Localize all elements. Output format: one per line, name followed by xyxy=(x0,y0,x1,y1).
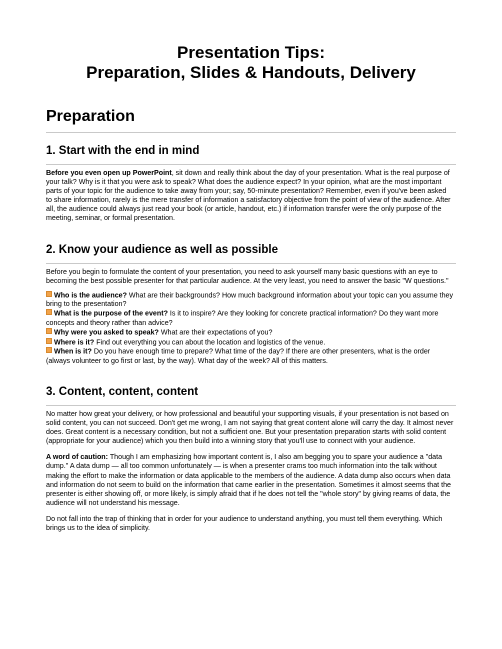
section-title: Preparation xyxy=(46,108,135,125)
document-title xyxy=(46,0,456,83)
paragraph-start-with-end xyxy=(46,169,456,224)
bullet-answer: What are their expectations of you? xyxy=(158,328,273,337)
orange-square-bullet-icon xyxy=(46,309,52,315)
paragraph-content-3: Do not fall into the trap of thinking that in order for your audience to understand anything, you must tell them everything. Which brings us to the idea of simplicity. xyxy=(46,514,443,533)
heading-know-audience: 2. Know your audience as well as possible xyxy=(46,243,278,256)
title-line-1: Presentation Tips: xyxy=(177,43,325,62)
lead-text: Before you even open up PowerPoint xyxy=(46,169,172,177)
list-item xyxy=(46,291,456,310)
lead-text: A word of caution: xyxy=(46,453,108,462)
bullet-answer: Find out everything you can about the location and logistics of the venue. xyxy=(94,338,326,347)
heading-divider xyxy=(46,405,456,406)
heading-start-with-end: 1. Start with the end in mind xyxy=(46,145,200,157)
bullet-question: When is it? xyxy=(54,347,92,356)
heading-content: 3. Content, content, content xyxy=(46,386,199,398)
paragraph-know-audience-intro: Before you begin to formulate the content of your presentation, you need to ask yourself many basic questions with an eye to becoming the best possible presenter for that particular audience. At the very least, you need to answer the basic "W questions." xyxy=(46,267,449,285)
heading-divider xyxy=(46,164,456,165)
list-item xyxy=(46,328,456,338)
bullet-question: Where is it? xyxy=(54,338,95,347)
list-item xyxy=(46,309,456,328)
body-text: Though I am emphasizing how important content is, I also am begging you to spare your audience a "data dump." A data dump — all too common unfortunately — is when a presenter crams too much information into the talk without making the effort to make the information or data applicable to the members of the audience. A data dump also occurs when data and information do not seem to build on the information that came earlier in the presentation. Sometimes it almost seems that the presenter is either showing off, or more likely, is simply afraid that if he does not tell the "whole story" by giving reams of data, the audience will not understand his message. xyxy=(46,453,451,507)
paragraph-word-of-caution xyxy=(46,453,456,508)
bullet-answer: Do you have enough time to prepare? What time of the day? If there are other presenters, what is the order (always volunteer to go first or last, by the way). What day of the week? All of this matters. xyxy=(46,347,431,365)
heading-divider xyxy=(46,263,456,264)
orange-square-bullet-icon xyxy=(46,347,52,353)
w-questions-list xyxy=(46,291,456,366)
bullet-question: Who is the audience? xyxy=(54,291,127,300)
orange-square-bullet-icon xyxy=(46,328,52,334)
bullet-question: Why were you asked to speak? xyxy=(54,328,159,337)
bullet-answer: Is it to inspire? Are they looking for concrete practical information? Do they want more concepts and theory rather than advice? xyxy=(46,309,439,328)
orange-square-bullet-icon xyxy=(46,291,52,297)
body-text: , sit down and really think about the day of your presentation. What is the real purpose of your talk? Why is it that you were ask to speak? What does the audience expect? In your opinion, what are the most important parts of your topic for the audience to take away from your; say, 50-minute presentation? Remember, even if you've been asked to share information, rarely is the mere transfer of information a satisfactory objective from the point of view of the audience. After all, the audience could always just read your book (or article, handout, etc.) if information transfer were the only purpose of the meeting, seminar, or formal presentation. xyxy=(46,169,451,223)
bullet-question: What is the purpose of the event? xyxy=(54,309,168,318)
list-item xyxy=(46,338,456,348)
title-line-2: Preparation, Slides & Handouts, Delivery xyxy=(86,63,416,82)
bullet-answer: What are their backgrounds? How much background information about your topic can you assume they bring to the presentation? xyxy=(46,291,454,309)
list-item xyxy=(46,347,456,366)
paragraph-content-1: No matter how great your delivery, or how professional and beautiful your supporting visuals, if your presentation is not based on solid content, you can not succeed. Don't get me wrong, I am not saying that great content alone will carry the day. It almost never does. Great content is a necessary condition, but not a sufficient one. But your presentation preparation starts with solid content (appropriate for your audience) which you then build into a winning story that you'll use to connect with your audience. xyxy=(46,410,454,446)
orange-square-bullet-icon xyxy=(46,338,52,344)
